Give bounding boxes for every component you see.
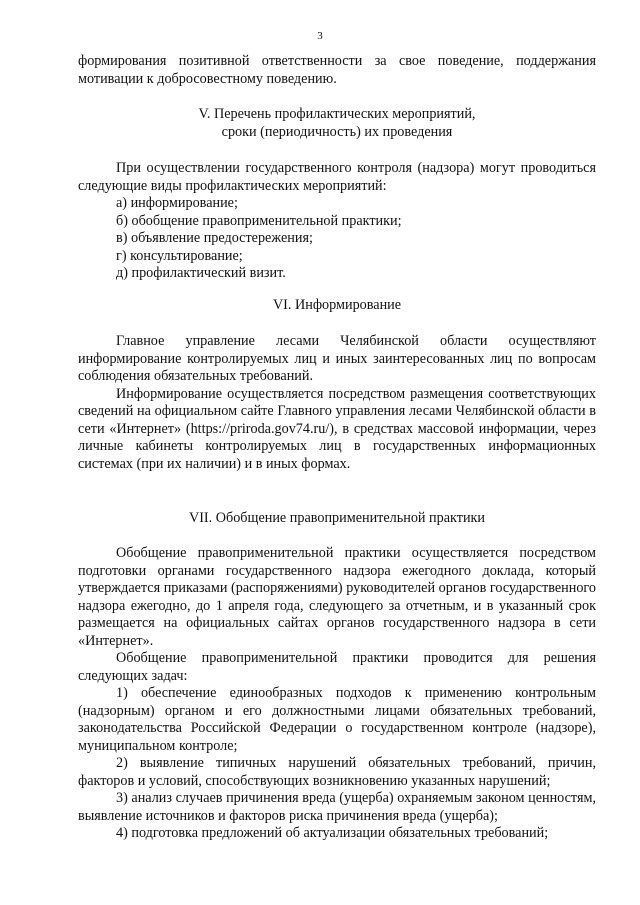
section-7-body [78,545,596,843]
section-7-paragraph: 2) выявление типичных нарушений обязательных требований, причин, факторов и условий, способствующих возникновению указанных нарушений; [78,755,596,789]
section-7-title: VII. Обобщение правоприменительной практики [188,510,486,526]
intro-paragraph: формирования позитивной ответственности за свое поведение, поддержания мотивации к добросовестному поведению. [78,53,596,87]
list-item: б) обобщение правоприменительной практики; [116,212,402,229]
section-5-title-line2: сроки (периодичность) их проведения [221,123,453,140]
section-6-body [78,333,596,473]
page-number: 3 [317,30,323,42]
section-7-paragraph: Обобщение правоприменительной практики осуществляется посредством подготовки органами государственного надзора ежегодного доклада, который утверждается приказами (распоряжениями) руководителей органов государственного надзора ежегодно, до 1 апреля года, следующего за отчетным, и в указанный срок размещается на официальных сайтах органов государственного надзора в сети «Интернет». [78,545,596,649]
list-item: а) информирование; [116,195,238,211]
section-7-paragraph: 4) подготовка предложений об актуализации обязательных требований; [116,825,549,841]
section-6-paragraph: Главное управление лесами Челябинской области осуществляют информирование контролируемых лиц и иных заинтересованных лиц по вопросам соблюдения обязательных требований. [78,333,596,384]
list-item: г) консультирование; [116,247,243,264]
section-6-title: VI. Информирование [272,297,402,313]
list-item: в) объявление предостережения; [116,230,313,246]
section-5-heading [78,106,596,141]
section-7-paragraph: 1) обеспечение единообразных подходов к применению контрольным (надзорным) органом и его должностными лицами обязательных требований, законодательства Российской Федерации о государственном контроле (надзоре), муниципальном контроле; [78,685,596,754]
section-6-paragraph: Информирование осуществляется посредством размещения соответствующих сведений на официальном сайте Главного управления лесами Челябинской области в сети «Интернет» (https://priroda.gov74.ru/), в средствах массовой информации, через личные кабинеты контролируемых лиц в государственных информационных системах (при их наличии) и в иных формах. [78,385,596,472]
section-5-title-line1: V. Перечень профилактических мероприятий, [198,106,476,122]
list-item: д) профилактический визит. [116,265,286,281]
section-7-paragraph: Обобщение правоприменительной практики проводится для решения следующих задач: [78,650,596,684]
section-5-lead: При осуществлении государственного контроля (надзора) могут проводиться следующие виды профилактических мероприятий: [78,160,596,194]
section-5-body [78,160,596,283]
section-7-paragraph: 3) анализ случаев причинения вреда (ущерба) охраняемым законом ценностям, выявление источников и факторов риска причинения вреда (ущерба); [78,790,596,824]
